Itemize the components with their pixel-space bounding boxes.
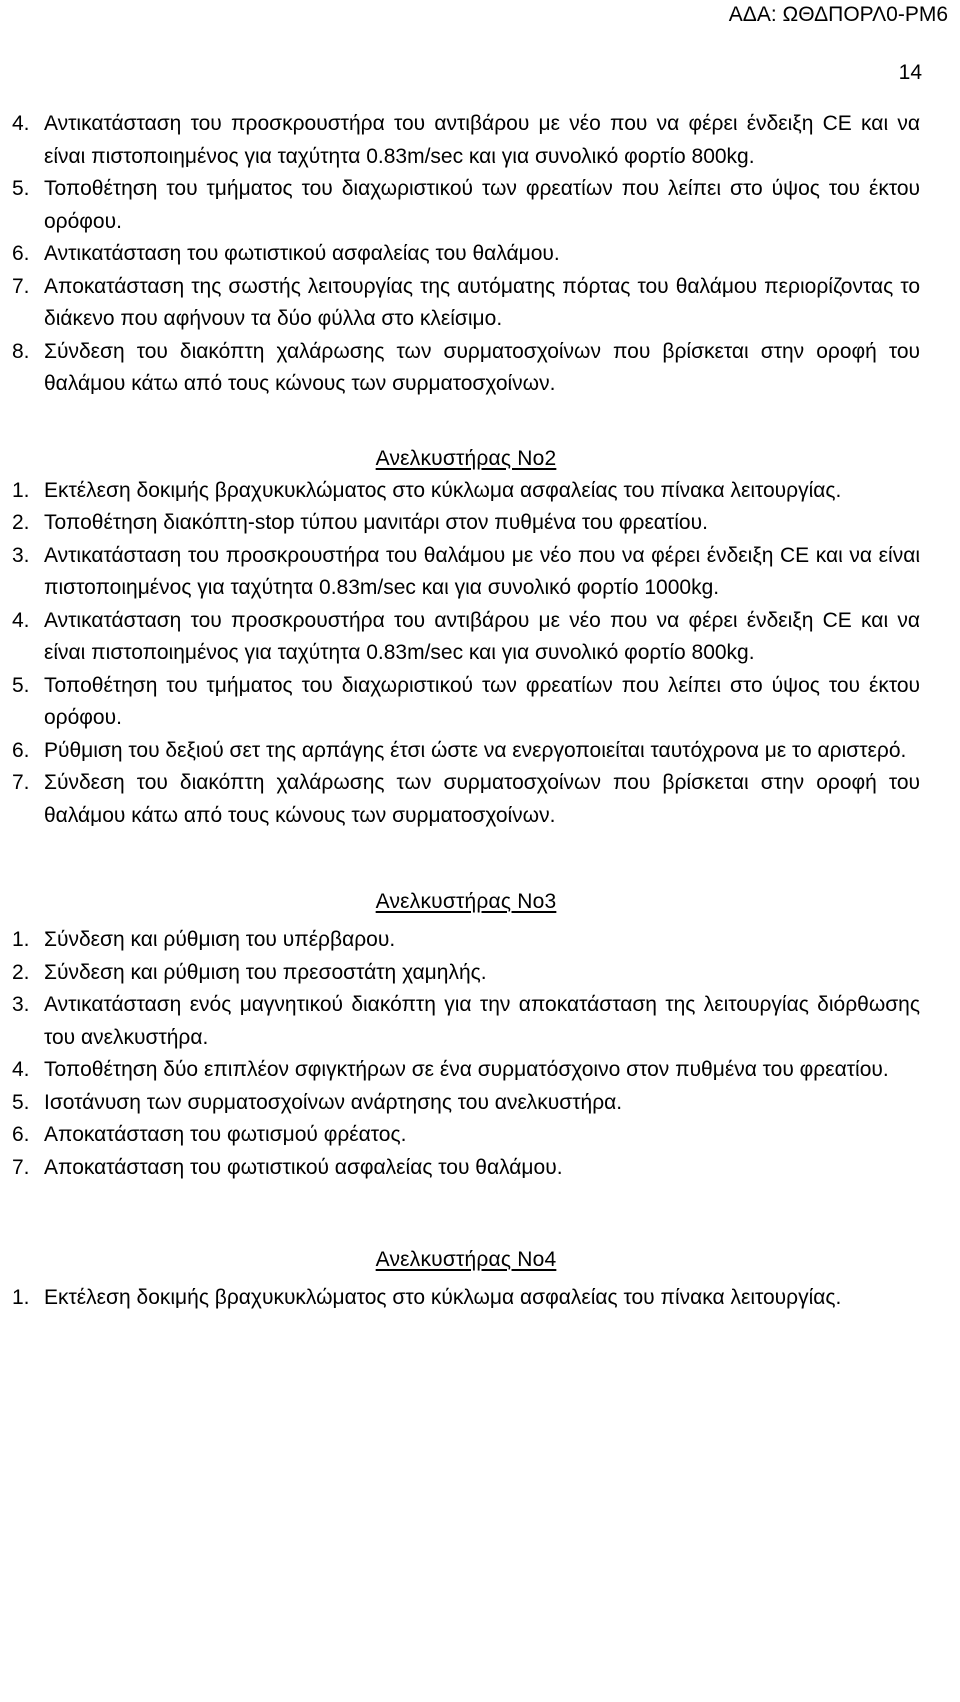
list-item <box>12 475 920 508</box>
list-item <box>12 1152 920 1185</box>
item-text: Αντικατάσταση ενός μαγνητικού διακόπτη για την αποκατάσταση της λειτουργίας διόρθωσης του ανελκυστήρα. <box>44 993 920 1049</box>
item-number: 7. <box>12 771 30 794</box>
item-number: 1. <box>12 928 30 951</box>
list-item <box>12 989 920 1054</box>
ada-code: ΑΔΑ: ΩΘΔΠΟΡΛ0-ΡΜ6 <box>728 3 948 26</box>
item-text: Αποκατάσταση του φωτιστικού ασφαλείας του θαλάμου. <box>44 1155 563 1179</box>
section-title-elevator-3: Ανελκυστήρας Νο3 <box>375 890 557 913</box>
section-list-elevator-4 <box>12 1282 920 1315</box>
list-item <box>12 1054 920 1087</box>
section-list-elevator-3 <box>12 924 920 1184</box>
item-text: Αντικατάσταση του προσκρουστήρα του αντιβάρου με νέο που να φέρει ένδειξη CE και να είναι πιστοποιημένος για ταχύτητα 0.83m/sec και για συνολικό φορτίο 800kg. <box>44 112 920 168</box>
list-item <box>12 1119 920 1152</box>
item-text: Αντικατάσταση του προσκρουστήρα του θαλάμου με νέο που να φέρει ένδειξη CE και να είναι πιστοποιημένος για ταχύτητα 0.83m/sec και για συνολικό φορτίο 1000kg. <box>44 543 920 599</box>
item-number: 3. <box>12 993 30 1016</box>
item-number: 7. <box>12 274 30 298</box>
list-item <box>12 238 920 271</box>
item-number: 4. <box>12 112 30 135</box>
item-text: Αποκατάσταση του φωτισμού φρέατος. <box>44 1123 407 1146</box>
item-text: Τοποθέτηση του τμήματος του διαχωριστικού των φρεατίων που λείπει στο ύψος του έκτου ορόφου. <box>44 673 920 729</box>
list-item <box>12 670 920 735</box>
item-number: 4. <box>12 608 30 632</box>
item-text: Εκτέλεση δοκιμής βραχυκυκλώματος στο κύκλωμα ασφαλείας του πίνακα λειτουργίας. <box>44 1286 842 1309</box>
list-item <box>12 924 920 957</box>
item-text: Αντικατάσταση του φωτιστικού ασφαλείας του θαλάμου. <box>44 242 560 265</box>
continued-list <box>12 108 920 401</box>
item-text: Σύνδεση του διακόπτη χαλάρωσης των συρματοσχοίνων που βρίσκεται στην οροφή του θαλάμου κάτω από τους κώνους των συρματοσχοίνων. <box>44 339 920 395</box>
item-number: 3. <box>12 543 30 567</box>
list-item <box>12 957 920 990</box>
list-item <box>12 1282 920 1315</box>
list-item <box>12 767 920 832</box>
item-number: 2. <box>12 511 30 534</box>
section-list-elevator-2 <box>12 475 920 833</box>
section-title-elevator-2: Ανελκυστήρας Νο2 <box>375 446 557 470</box>
item-text: Εκτέλεση δοκιμής βραχυκυκλώματος στο κύκλωμα ασφαλείας του πίνακα λειτουργίας. <box>44 478 842 502</box>
item-text: Σύνδεση και ρύθμιση του υπέρβαρου. <box>44 928 396 951</box>
item-number: 8. <box>12 339 30 363</box>
item-text: Αποκατάσταση της σωστής λειτουργίας της αυτόματης πόρτας του θαλάμου περιορίζοντας το διάκενο που αφήνουν τα δύο φύλλα στο κλείσιμο. <box>44 274 920 330</box>
item-text: Ρύθμιση του δεξιού σετ της αρπάγης έτσι ώστε να ενεργοποιείται ταυτόχρονα με το αριστερό. <box>44 738 907 762</box>
item-number: 7. <box>12 1155 30 1179</box>
page-number: 14 <box>898 61 922 84</box>
list-item <box>12 108 920 173</box>
document-body <box>12 108 920 1315</box>
item-number: 5. <box>12 673 30 697</box>
item-text: Σύνδεση του διακόπτη χαλάρωσης των συρματοσχοίνων που βρίσκεται στην οροφή του θαλάμου κάτω από τους κώνους των συρματοσχοίνων. <box>44 771 920 827</box>
item-number: 6. <box>12 1123 30 1146</box>
item-text: Σύνδεση και ρύθμιση του πρεσοστάτη χαμηλής. <box>44 960 487 984</box>
list-item <box>12 271 920 336</box>
item-text: Τοποθέτηση διακόπτη-stop τύπου μανιτάρι στον πυθμένα του φρεατίου. <box>44 511 708 534</box>
item-text: Τοποθέτηση δύο επιπλέον σφιγκτήρων σε ένα συρματόσχοινο στον πυθμένα του φρεατίου. <box>44 1058 889 1081</box>
item-number: 4. <box>12 1058 30 1081</box>
item-number: 6. <box>12 738 30 762</box>
item-text: Ισοτάνυση των συρματοσχοίνων ανάρτησης του ανελκυστήρα. <box>44 1090 623 1114</box>
section-title-elevator-4: Ανελκυστήρας Νο4 <box>375 1248 557 1271</box>
list-item <box>12 336 920 401</box>
item-number: 5. <box>12 1090 30 1114</box>
item-number: 5. <box>12 177 30 200</box>
item-number: 6. <box>12 242 30 265</box>
list-item <box>12 507 920 540</box>
list-item <box>12 1087 920 1120</box>
item-number: 1. <box>12 478 30 502</box>
item-number: 1. <box>12 1286 30 1309</box>
item-text: Αντικατάσταση του προσκρουστήρα του αντιβάρου με νέο που να φέρει ένδειξη CE και να είναι πιστοποιημένος για ταχύτητα 0.83m/sec και για συνολικό φορτίο 800kg. <box>44 608 920 664</box>
item-number: 2. <box>12 960 30 984</box>
item-text: Τοποθέτηση του τμήματος του διαχωριστικού των φρεατίων που λείπει στο ύψος του έκτου ορόφου. <box>44 177 920 233</box>
list-item <box>12 173 920 238</box>
list-item <box>12 735 920 768</box>
list-item <box>12 605 920 670</box>
list-item <box>12 540 920 605</box>
